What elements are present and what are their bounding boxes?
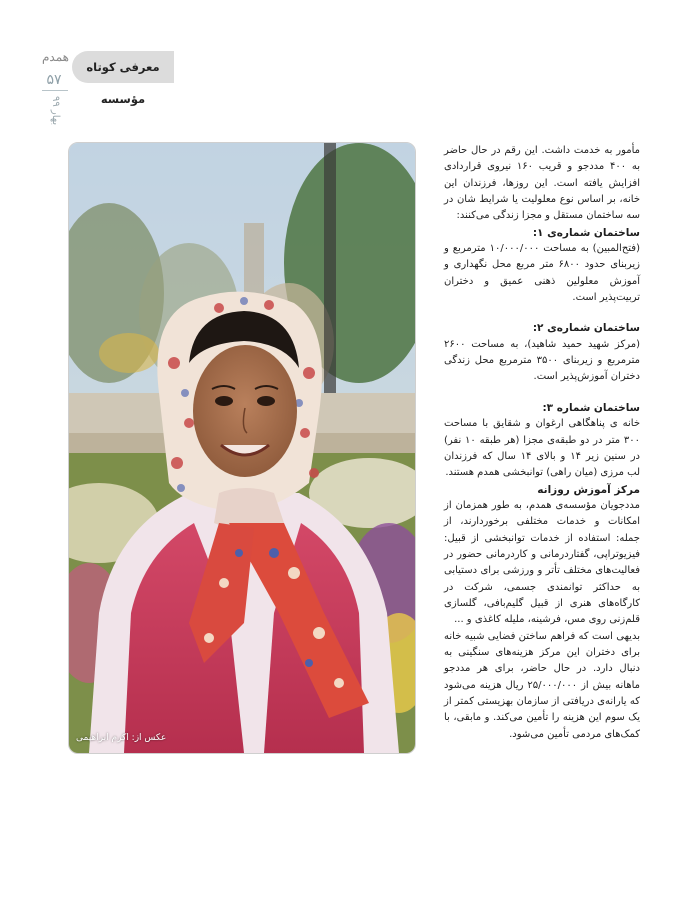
- building-3-text: خانه ی پناهگاهی ارغوان و شقایق با مساحت ۳۰۰ متر در دو طبقه‌ی مجزا (هر طبقه ۱۰ نفر) در سنین زیر ۱۴ و بالای ۱۴ سال که فرزندان لب مرزی (میان راهی) توانبخشی همدم هستند.: [444, 418, 640, 479]
- costs-text: بدیهی است که فراهم ساختن فضایی شبیه خانه برای دختران این مرکز هزینه‌های سنگینی به دنبال دارد. در حال حاضر، برای هر مددجو ماهانه بیش از ۲۵/۰۰۰/۰۰۰ ریال هزینه می‌شود که یارانه‌ی دریافتی از سازمان بهزیستی کمتر از یک سوم این هزینه را تأمین می‌کند. و مابقی، با کمک‌های مردمی تأمین می‌شود.: [444, 630, 641, 740]
- building-2-text: (مرکز شهید حمید شاهید)، به مساحت ۲۶۰۰ مترمربع و زیربنای ۳۵۰۰ مترمربع محل زندگی دختران آموزش‌پذیر است.: [444, 338, 640, 383]
- building-3-heading: ساختمان شماره ۳:: [542, 401, 640, 414]
- section-title-tab: معرفی کوتاه مؤسسه: [72, 51, 174, 83]
- building-1-heading: ساختمان شماره‌ی ۱:: [532, 226, 640, 239]
- page-number-rule: [42, 90, 68, 91]
- article-intro: مأمور به خدمت داشت. این رقم در حال حاضر به ۴۰۰ مددجو و قریب ۱۶۰ نیروی قراردادی افزایش یافته است. این روزها، فرزندان این خانه، بر اساس نوع معلولیت یا شرایط شان در سه ساختمان مستقل و مجزا زندگی می‌کنند:: [444, 145, 640, 222]
- day-center-heading: مرکز آموزش روزانه: [537, 483, 640, 496]
- day-center-text: مددجویان مؤسسه‌ی همدم، به طور همزمان از امکانات و خدمات مختلفی برخوردارند، از جمله: استفاده از خدمات توانبخشی از قبیل: فیزیوتراپی، گفتاردرمانی و کاردرمانی حضور در فعالیت‌های مختلف تأتر و ورزشی برای دستیابی به حداکثر توانمندی جسمی، شرکت در کارگاه‌های هنری از قبیل گلیم‌بافی، گلسازی قلم‌زنی روی مس، فرشینه، ملیله کاغذی و ...: [444, 499, 640, 626]
- building-2-heading: ساختمان شماره‌ی ۲:: [532, 322, 640, 335]
- article-photo: [68, 142, 416, 754]
- photo-credit: عکس از: اکرم ابراهیمی: [76, 733, 167, 743]
- issue-season: بهار ۹۹: [50, 96, 61, 126]
- page-number: ۵۷: [46, 72, 62, 88]
- article-column: [444, 143, 640, 763]
- building-1-text: (فتح‌المبین) به مساحت ۱۰/۰۰۰/۰۰۰ مترمربع و زیربنای حدود ۶۸۰۰ متر مربع محل نگهداری و آموزش معلولین ذهنی عمیق و دختران تربیت‌پذیر است.: [444, 243, 641, 304]
- magazine-logo: همدم: [42, 50, 69, 64]
